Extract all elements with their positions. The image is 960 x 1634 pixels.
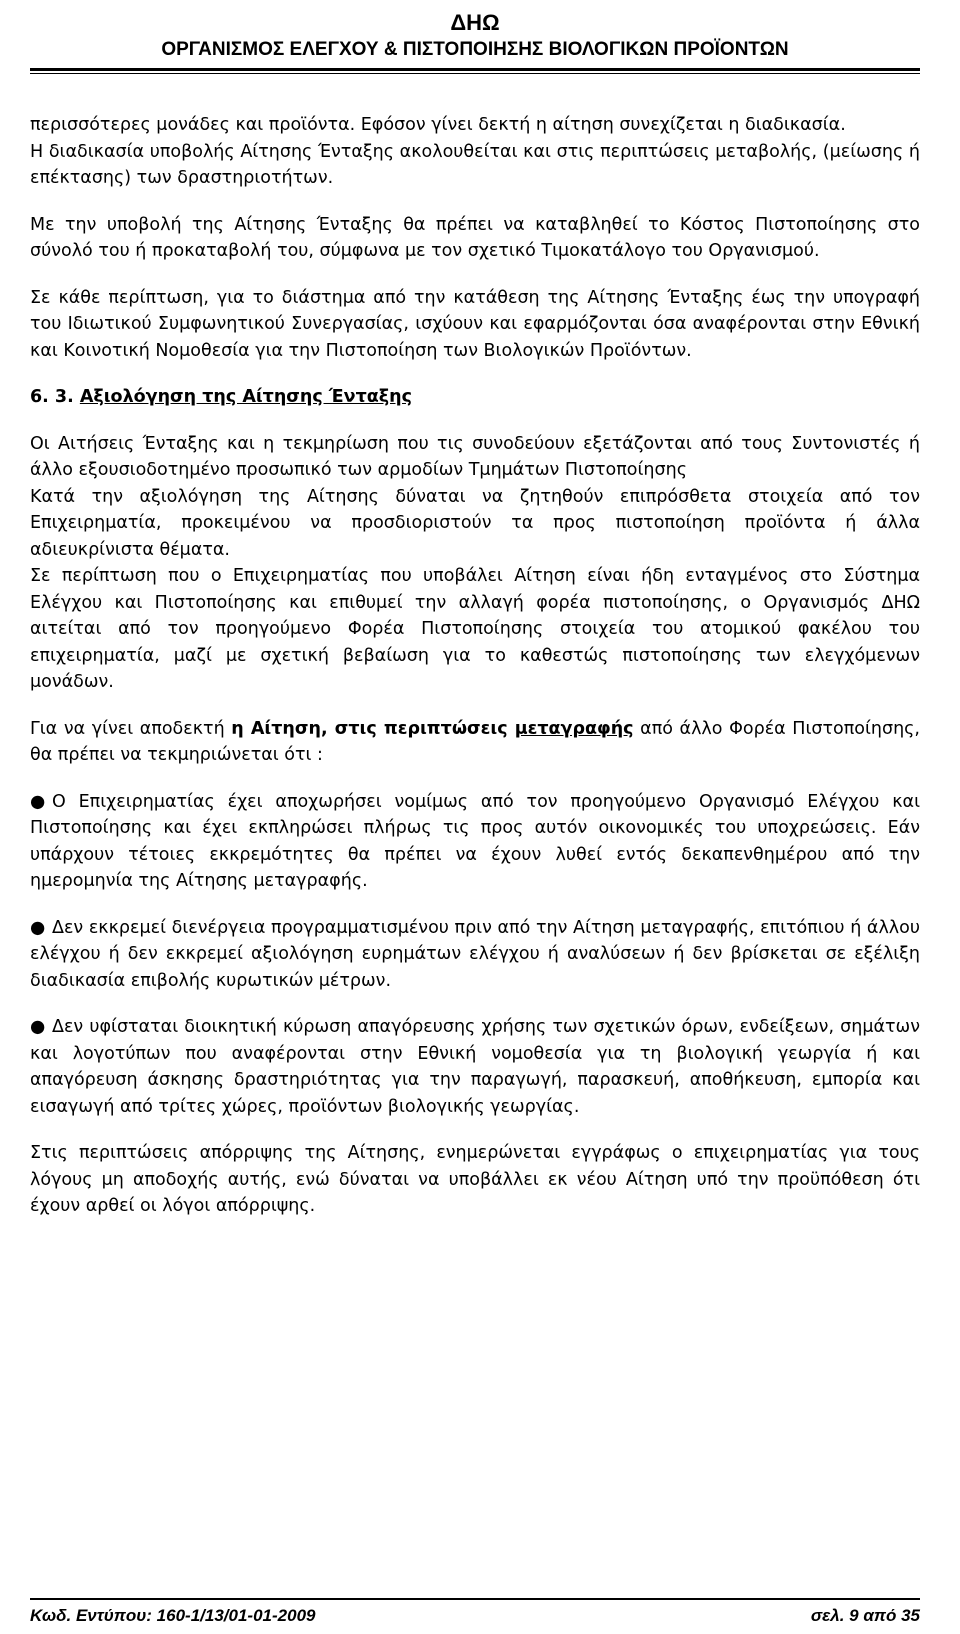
org-full-name: ΟΡΓΑΝΙΣΜΟΣ ΕΛΕΓΧΟΥ & ΠΙΣΤΟΠΟΙΗΣΗΣ ΒΙΟΛΟΓΙΚΩΝ ΠΡΟΪΟΝΤΩΝ: [161, 39, 789, 60]
paragraph-2: Η διαδικασία υποβολής Αίτησης Ένταξης ακολουθείται και στις περιπτώσεις μεταβολής, (μείωσης ή επέκτασης) των δραστηριοτήτων.: [30, 141, 920, 188]
p8-bold: η Αίτηση, στις περιπτώσεις: [231, 718, 515, 739]
header-rule: [30, 68, 920, 71]
bullet-item-3: [30, 1014, 920, 1120]
paragraph-4: Σε κάθε περίπτωση, για το διάστημα από την κατάθεση της Αίτησης Ένταξης έως την υπογραφή του Ιδιωτικού Συμφωνητικού Συνεργασίας, ισχύουν και εφαρμόζονται όσα αναφέρονται στην Εθνική και Κοινοτική Νομοθεσία για την Πιστοποίηση των Βιολογικών Προϊόντων.: [30, 287, 920, 361]
bullet-item-2: [30, 915, 920, 995]
section-number: 6. 3.: [30, 387, 74, 407]
paragraph-6: Κατά την αξιολόγηση της Αίτησης δύναται να ζητηθούν επιπρόσθετα στοιχεία από τον Επιχειρηματία, προκειμένου να προσδιοριστούν τα προς πιστοποίηση προϊόντα ή άλλα αδιευκρίνιστα θέματα.: [30, 486, 920, 560]
paragraph-1: περισσότερες μονάδες και προϊόντα. Εφόσον γίνει δεκτή η αίτηση συνεχίζεται η διαδικασία.: [30, 115, 846, 135]
bullet-text-3: Δεν υφίσταται διοικητική κύρωση απαγόρευσης χρήσης των σχετικών όρων, ενδείξεων, σημάτων και λογοτύπων που αναφέρονται στην Εθνική νομοθεσία για τη βιολογική γεωργία ή και απαγόρευση άσκησης δραστηριότητας για την παραγωγή, παρασκευή, αποθήκευση, εμπορία και εισαγωγή από τρίτες χώρες, προϊόντων βιολογικής γεωργίας.: [30, 1017, 920, 1117]
paragraph-8: [30, 716, 920, 769]
paragraph-3: Με την υποβολή της Αίτησης Ένταξης θα πρέπει να καταβληθεί το Κόστος Πιστοποίησης στο σύνολό του ή προκαταβολή του, σύμφωνα με τον σχετικό Τιμοκατάλογο του Οργανισμού.: [30, 214, 920, 261]
paragraph-5: Οι Αιτήσεις Ένταξης και η τεκμηρίωση που τις συνοδεύουν εξετάζονται από τους Συντονιστές ή άλλο εξουσιοδοτημένο προσωπικό των αρμοδίων Τμημάτων Πιστοποίησης: [30, 433, 920, 480]
org-short-name: ΔΗΩ: [450, 10, 500, 35]
bullet-icon: ●: [30, 917, 46, 938]
page-header: [30, 0, 920, 74]
bullet-item-1: [30, 789, 920, 895]
bullet-text-2: Δεν εκκρεμεί διενέργεια προγραμματισμένου πριν από την Αίτηση μεταγραφής, επιτόπιου ή άλλου ελέγχου ή δεν εκκρεμεί αξιολόγηση ευρημάτων ελέγχου ή αναλύσεων ή δεν βρίσκεται σε εξέλιξη διαδικασία επιβολής κυρωτικών μέτρων.: [30, 917, 920, 991]
p8-post: από άλλο Φορέα Πιστοποίησης, θα πρέπει να τεκμηριώνεται ότι :: [30, 718, 920, 765]
page-footer: [30, 1598, 920, 1626]
page-number: σελ. 9 από 35: [810, 1606, 920, 1625]
section-title: Αξιολόγηση της Αίτησης Ένταξης: [79, 387, 412, 407]
bullet-icon: ●: [30, 1017, 46, 1037]
p8-bold-underline: μεταγραφής: [514, 718, 634, 739]
p8-pre: Για να γίνει αποδεκτή: [30, 718, 232, 739]
header-rule-thin: [30, 73, 920, 74]
bullet-text-1: Ο Επιχειρηματίας έχει αποχωρήσει νομίμως από τον προηγούμενο Οργανισμό Ελέγχου και Πιστοποίησης και έχει εκπληρώσει πλήρως τις προς αυτόν οικονομικές του υποχρεώσεις. Εάν υπάρχουν τέτοιες εκκρεμότητες θα πρέπει να έχουν λυθεί εντός δεκαπενθημέρου από την ημερομηνία της Αίτησης μεταγραφής.: [30, 791, 920, 891]
paragraph-9: Στις περιπτώσεις απόρριψης της Αίτησης, ενημερώνεται εγγράφως ο επιχειρηματίας για τους λόγους μη αποδοχής αυτής, ενώ δύναται να υποβάλλει εκ νέου Αίτηση υπό την προϋπόθεση ότι έχουν αρθεί οι λόγοι απόρριψης.: [30, 1143, 920, 1216]
footer-rule: [30, 1598, 920, 1600]
document-body: [30, 112, 920, 1220]
section-heading: [30, 384, 920, 411]
bullet-icon: ●: [30, 791, 46, 812]
paragraph-7: Σε περίπτωση που ο Επιχειρηματίας που υποβάλει Αίτηση είναι ήδη ενταγμένος στο Σύστημα Ελέγχου και Πιστοποίησης και επιθυμεί την αλλαγή φορέα πιστοποίησης, ο Οργανισμός ΔΗΩ αιτείται από τον προηγούμενο Φορέα Πιστοποίησης στοιχεία του ατομικού φακέλου του επιχειρηματία, μαζί με σχετική βεβαίωση για το καθεστώς πιστοποίησης των ελεγχόμενων μονάδων.: [30, 566, 920, 692]
form-code: Κωδ. Εντύπου: 160-1/13/01-01-2009: [30, 1606, 316, 1625]
